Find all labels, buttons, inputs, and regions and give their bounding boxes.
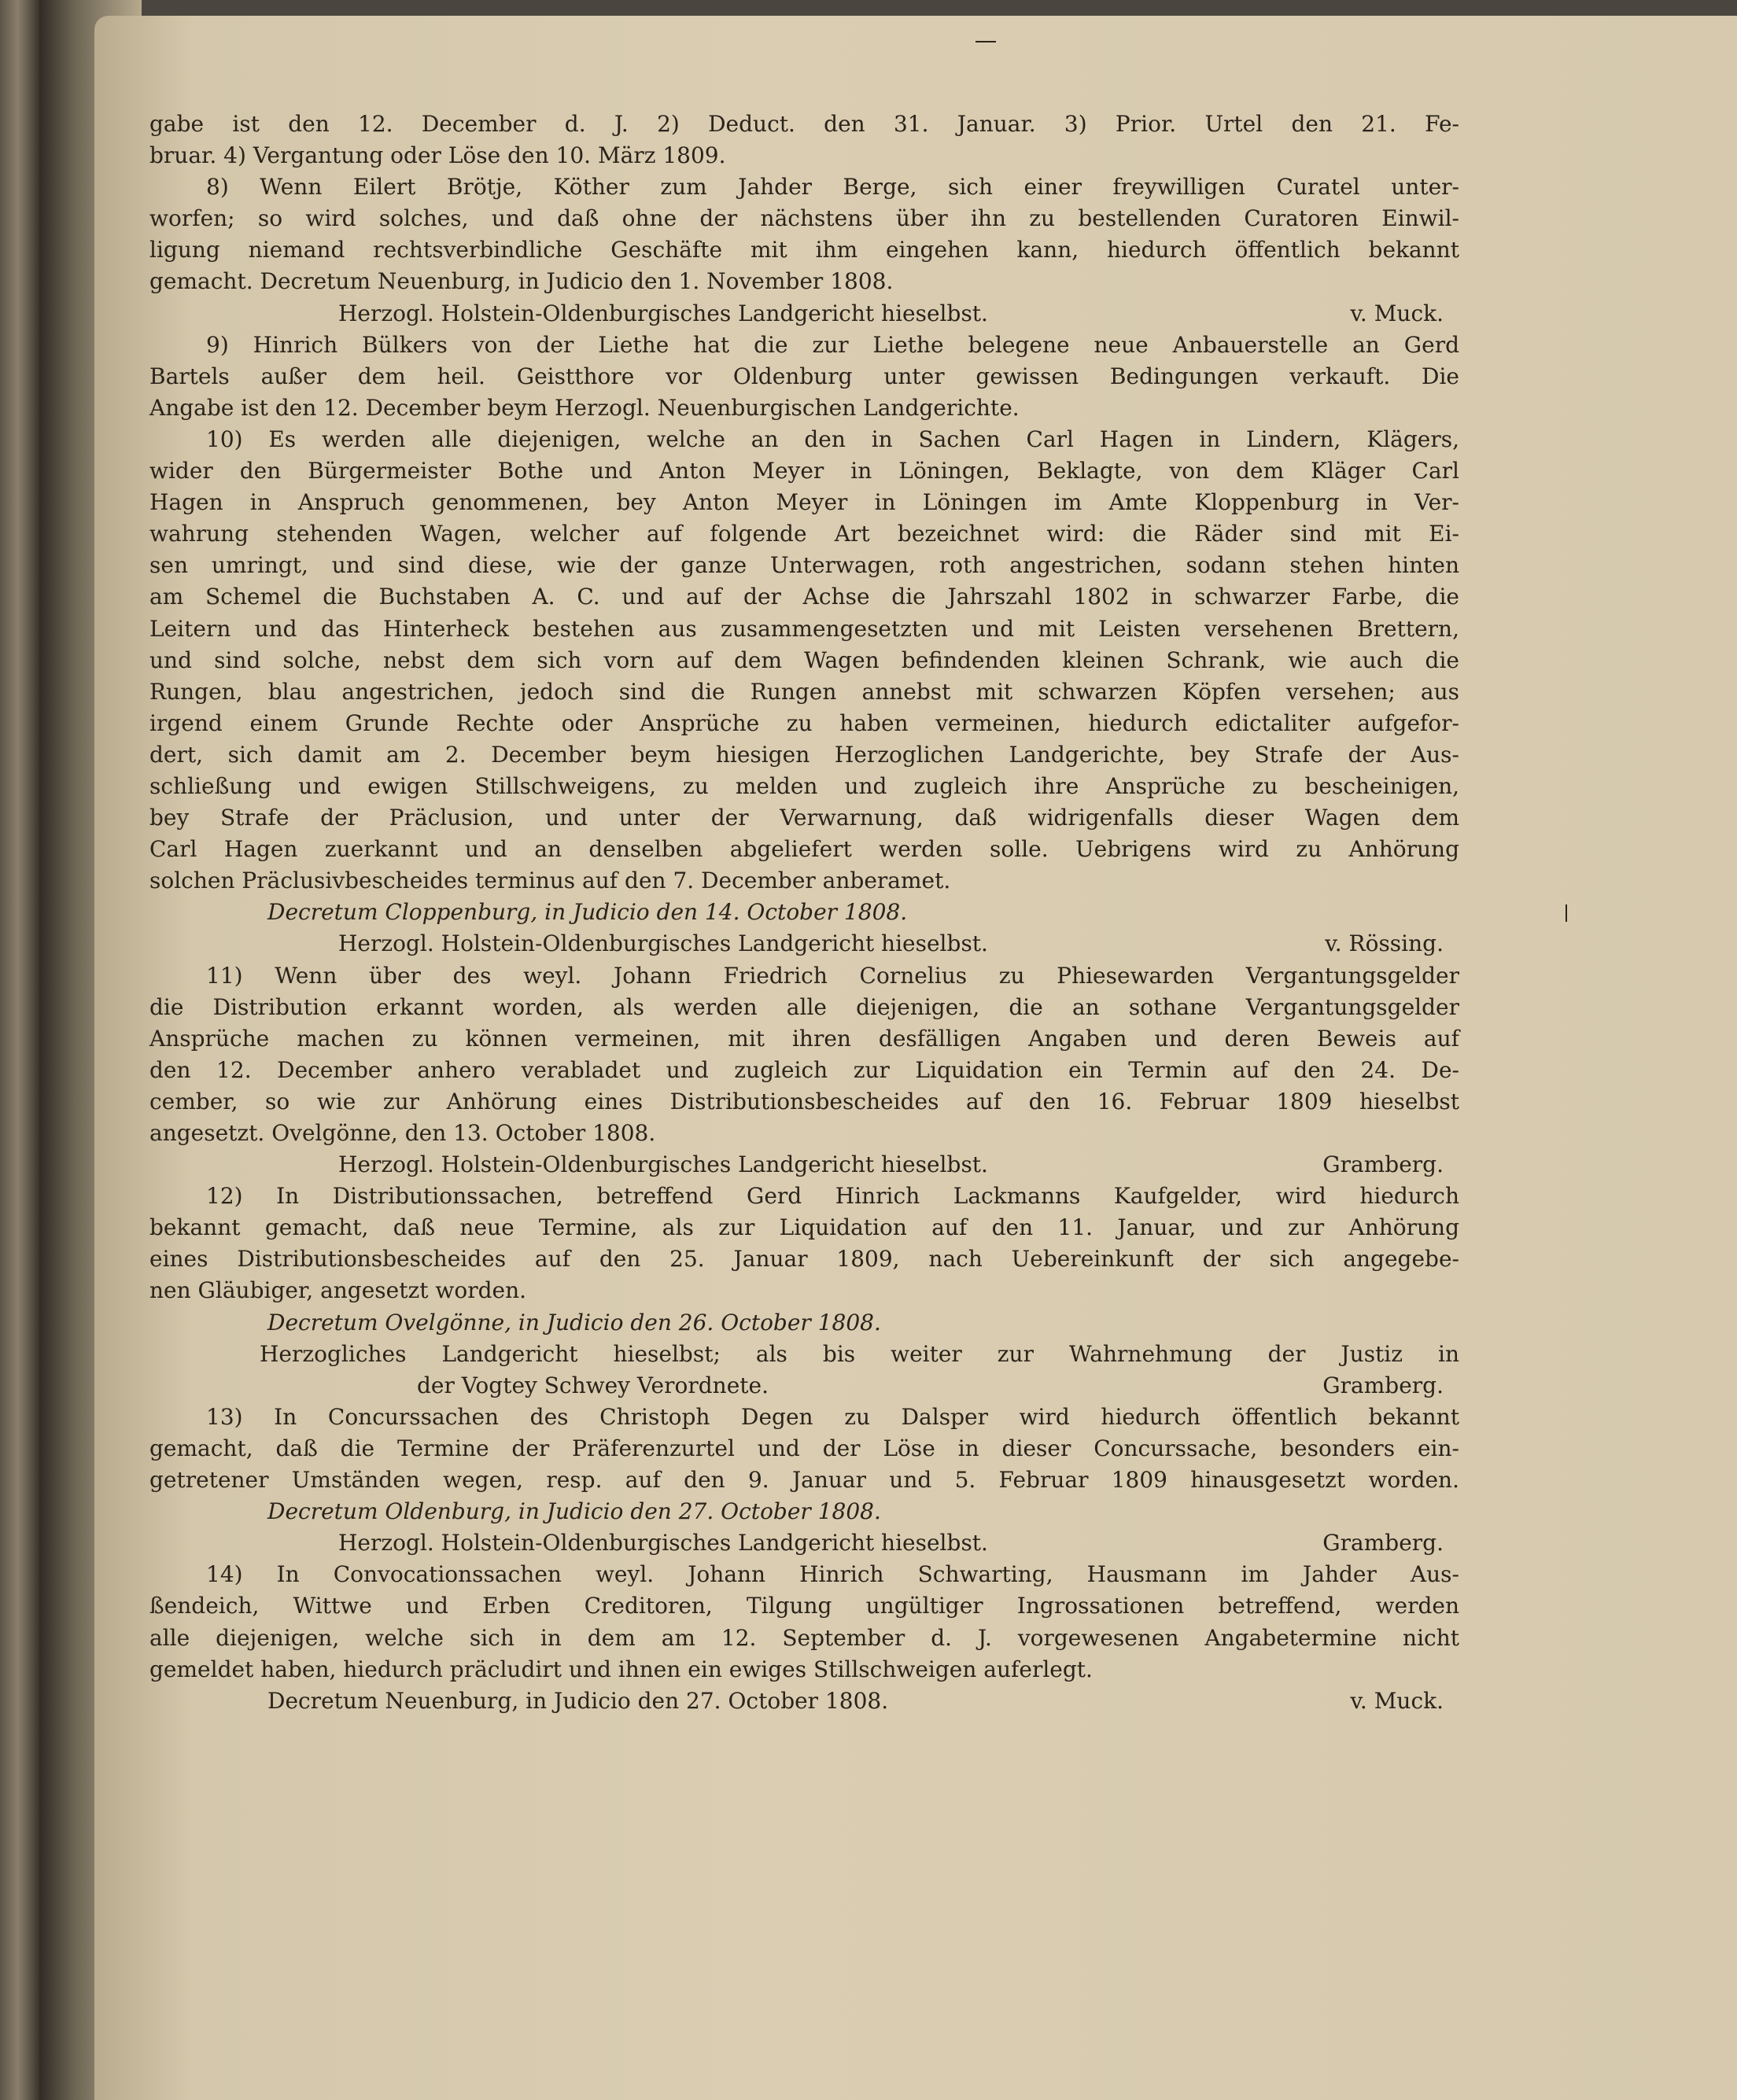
text-line: gemeldet haben, hiedurch präcludirt und ihnen ein ewiges Stillschweigen auferlegt. [149, 1656, 1093, 1682]
text-line: gabe ist den 12. December d. J. 2) Deduct. den 31. Januar. 3) Prior. Urtel den 21. Fe- [149, 111, 1459, 137]
text-line: Bartels außer dem heil. Geistthore vor Oldenburg unter gewissen Bedingungen verkauft. Die [149, 363, 1459, 389]
text-line: am Schemel die Buchstaben A. C. und auf der Achse die Jahrszahl 1802 in schwarzer Farbe, die [149, 584, 1459, 610]
decretum-line: Decretum Cloppenburg, in Judicio den 14. October 1808. [267, 899, 908, 926]
text-line: Hagen in Anspruch genommenen, bey Anton Meyer in Löningen im Amte Kloppenburg in Ver- [149, 489, 1459, 516]
text-line: solchen Präclusivbescheides terminus auf den 7. December anberamet. [149, 868, 951, 894]
court-name: Herzogl. Holstein-Oldenburgisches Landgericht hieselbst. [338, 1151, 988, 1178]
text-line: Ansprüche machen zu können vermeinen, mit ihren desfälligen Angaben und deren Beweis auf [149, 1025, 1459, 1052]
margin-mark [1566, 904, 1567, 922]
page-text-block [149, 109, 1459, 1717]
text-line: Herzogliches Landgericht hieselbst; als bis weiter zur Wahrnehmung der Justiz in [260, 1340, 1459, 1367]
text-line: alle diejenigen, welche sich in dem am 12. September d. J. vorgewesenen Angabetermine nicht [149, 1624, 1459, 1651]
left-page-edge [0, 0, 39, 2100]
text-line: cember, so wie zur Anhörung eines Distributionsbescheides auf den 16. Februar 1809 hieselbst [149, 1088, 1459, 1114]
signature-line [149, 1527, 1459, 1559]
signature-line [149, 298, 1459, 330]
text-line: ßendeich, Wittwe und Erben Creditoren, Tilgung ungültiger Ingrossationen betreffend, werden [149, 1593, 1459, 1619]
decretum-text: Decretum Neuenburg, in Judicio den 27. October 1808. [267, 1687, 889, 1714]
text-line: den 12. December anhero verabladet und zugleich zur Liquidation ein Termin auf den 24. De- [149, 1056, 1459, 1083]
text-line: nen Gläubiger, angesetzt worden. [149, 1277, 527, 1304]
text-line: irgend einem Grunde Rechte oder Ansprüche zu haben vermeinen, hiedurch edictaliter aufgefor- [149, 709, 1459, 736]
text-line: bekannt gemacht, daß neue Termine, als zur Liquidation auf den 11. Januar, und zur Anhörung [149, 1214, 1459, 1241]
text-line: Leitern und das Hinterheck bestehen aus zusammengesetzten und mit Leisten versehenen Brettern, [149, 615, 1459, 642]
text-line: 10) Es werden alle diejenigen, welche an den in Sachen Carl Hagen in Lindern, Klägers, [206, 426, 1459, 452]
text-line: wider den Bürgermeister Bothe und Anton Meyer in Löningen, Beklagte, von dem Kläger Carl [149, 458, 1459, 484]
text-line: 9) Hinrich Bülkers von der Liethe hat die zur Liethe belegene neue Anbauerstelle an Gerd [206, 331, 1459, 358]
signature-line [149, 1370, 1459, 1402]
text-line: und sind solche, nebst dem sich vorn auf dem Wagen befindenden kleinen Schrank, wie auch die [149, 647, 1459, 673]
decretum-line: Decretum Oldenburg, in Judicio den 27. October 1808. [267, 1498, 881, 1525]
court-name: der Vogtey Schwey Verordnete. [417, 1372, 769, 1398]
text-line: wahrung stehenden Wagen, welcher auf folgende Art bezeichnet wird: die Räder sind mit Ei- [149, 521, 1459, 547]
text-line: ligung niemand rechtsverbindliche Geschäfte mit ihm eingehen kann, hiedurch öffentlich bekannt [149, 237, 1459, 263]
text-line: Rungen, blau angestrichen, jedoch sind die Rungen annebst mit schwarzen Köpfen versehen; aus [149, 678, 1459, 705]
official-name: Gramberg. [1322, 1372, 1444, 1398]
text-line: 14) In Convocationssachen weyl. Johann Hinrich Schwarting, Hausmann im Jahder Aus- [206, 1561, 1459, 1588]
official-name: Gramberg. [1322, 1151, 1444, 1178]
court-name: Herzogl. Holstein-Oldenburgisches Landgericht hieselbst. [338, 1530, 988, 1557]
text-line: schließung und ewigen Stillschweigens, zu melden und zugleich ihre Ansprüche zu bescheinigen, [149, 772, 1459, 799]
court-name: Herzogl. Holstein-Oldenburgisches Landgericht hieselbst. [338, 300, 988, 326]
decretum-signature-line [149, 1686, 1459, 1717]
text-line: gemacht, daß die Termine der Präferenzurtel und der Löse in dieser Concurssache, besonders ein- [149, 1435, 1459, 1461]
text-line: 12) In Distributionssachen, betreffend Gerd Hinrich Lackmanns Kaufgelder, wird hiedurch [206, 1183, 1459, 1210]
text-line: 11) Wenn über des weyl. Johann Friedrich Cornelius zu Phiesewarden Vergantungsgelder [206, 962, 1459, 989]
signature-line [149, 928, 1459, 960]
court-name: Herzogl. Holstein-Oldenburgisches Landgericht hieselbst. [338, 930, 988, 957]
text-line: angesetzt. Ovelgönne, den 13. October 1808. [149, 1120, 656, 1146]
official-name: v. Rössing. [1325, 930, 1444, 957]
decretum-line: Decretum Ovelgönne, in Judicio den 26. October 1808. [267, 1309, 881, 1336]
text-line: sen umringt, und sind diese, wie der ganze Unterwagen, roth angestrichen, sodann stehen hinten [149, 552, 1459, 579]
text-line: bey Strafe der Präclusion, und unter der Verwarnung, daß widrigenfalls dieser Wagen dem [149, 805, 1459, 831]
text-line: gemacht. Decretum Neuenburg, in Judicio den 1. November 1808. [149, 268, 894, 295]
official-name: v. Muck. [1350, 300, 1444, 326]
text-line: getretener Umständen wegen, resp. auf den 9. Januar und 5. Februar 1809 hinausgesetzt worden. [149, 1467, 1459, 1494]
text-line: Angabe ist den 12. December beym Herzogl. Neuenburgischen Landgerichte. [149, 394, 1020, 421]
signature-line [149, 1149, 1459, 1181]
text-line: 13) In Concurssachen des Christoph Degen zu Dalsper wird hiedurch öffentlich bekannt [206, 1403, 1459, 1430]
text-line: bruar. 4) Vergantung oder Löse den 10. März 1809. [149, 142, 726, 169]
page-mark [975, 41, 996, 42]
official-name: v. Muck. [1350, 1687, 1444, 1714]
text-line: die Distribution erkannt worden, als werden alle diejenigen, die an sothane Vergantungsgelder [149, 993, 1459, 1020]
text-line: Carl Hagen zuerkannt und an denselben abgeliefert werden solle. Uebrigens wird zu Anhörung [149, 836, 1459, 863]
text-line: eines Distributionsbescheides auf den 25. Januar 1809, nach Uebereinkunft der sich angegebe- [149, 1246, 1459, 1273]
text-line: 8) Wenn Eilert Brötje, Köther zum Jahder Berge, sich einer freywilligen Curatel unter- [206, 174, 1459, 201]
official-name: Gramberg. [1322, 1530, 1444, 1557]
text-line: worfen; so wird solches, und daß ohne der nächstens über ihn zu bestellenden Curatoren Einwil- [149, 205, 1459, 232]
text-line: dert, sich damit am 2. December beym hiesigen Herzoglichen Landgerichte, bey Strafe der Aus- [149, 741, 1459, 768]
